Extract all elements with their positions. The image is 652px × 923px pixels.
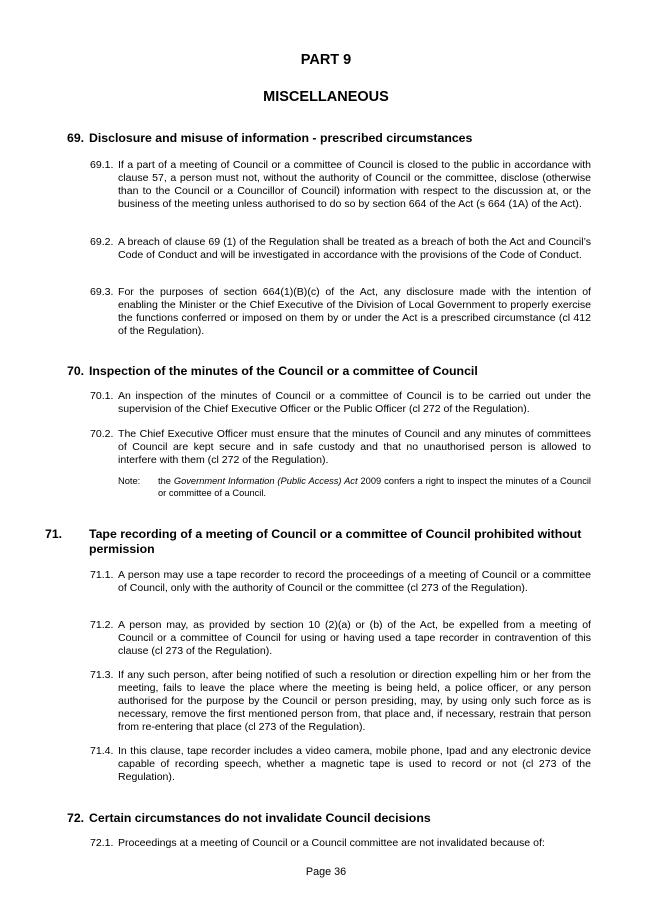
clause-number: 71. [45,527,63,541]
clause-69-2 [90,236,591,262]
clause-69-1 [90,159,591,211]
item-text: If any such person, after being notified of such a resolution or direction expelling him or her from the meeting, fails to leave the place where the meeting is being held, a police officer, or any person authorised for the purpose by the Council or person presiding, may, by using only such force as is necessary, remove the first mentioned person from, that place and, if necessary, restrain that person from re-entering that place (cl 273 of the Regulation). [118,669,591,734]
clause-71-3 [90,669,591,734]
item-text: If a part of a meeting of Council or a committee of Council is closed to the public in accordance with clause 57, a person must not, without the authority of Council or the committee, disclose (otherwise than to the Council or a Councillor of Council) information with respect to the discussion at, or the business of the meeting unless authorised to do so by section 664 of the Act (s 664 (1A) of the Act). [118,159,591,211]
item-number: 72.1. [90,837,114,849]
item-number: 69.3. [90,286,114,298]
note-prefix: the [158,476,174,486]
clause-72-heading [67,811,594,826]
clause-71-heading [45,527,616,556]
clause-70-heading [67,364,594,379]
clause-number: 70. [67,364,85,378]
clause-69-3 [90,286,591,338]
clause-heading-text: Tape recording of a meeting of Council or a committee of Council prohibited without permission [89,527,582,556]
item-number: 71.4. [90,745,114,757]
clause-heading-text: Inspection of the minutes of the Council or a committee of Council [89,364,478,378]
clause-70-note [118,476,591,499]
item-number: 71.3. [90,669,114,681]
clause-70-2 [90,428,591,467]
item-number: 70.2. [90,428,114,440]
clause-71-2 [90,619,591,658]
item-number: 69.2. [90,236,114,248]
clause-71-4 [90,745,591,784]
item-number: 71.2. [90,619,114,631]
clause-70-1 [90,390,591,416]
page-number: Page 36 [305,866,347,878]
clause-heading-text: Disclosure and misuse of information - prescribed circumstances [89,131,473,145]
item-text: A person may, as provided by section 10 (2)(a) or (b) of the Act, be expelled from a meeting of Council or a committee of Council for using or having used a tape recorder in contravention of this clause (cl 273 of the Regulation). [118,619,591,658]
item-number: 71.1. [90,569,114,581]
clause-72-1 [90,837,591,850]
item-text: An inspection of the minutes of Council or a committee of Council is to be carried out under the supervision of the Chief Executive Officer or the Public Officer (cl 272 of the Regulation). [118,390,591,416]
clause-69-heading [67,131,594,146]
part-title: PART 9 [300,52,352,68]
item-number: 69.1. [90,159,114,171]
clause-71-1 [90,569,591,595]
item-number: 70.1. [90,390,114,402]
note-text [158,476,591,499]
item-text: A person may use a tape recorder to record the proceedings of a meeting of Council or a committee of Council, only with the authority of Council or the committee (cl 273 of the Regulation). [118,569,591,595]
item-text: Proceedings at a meeting of Council or a Council committee are not invalidated because of: [118,837,545,849]
note-suffix: 2009 confers a right to inspect the minutes of a Council or committee of a Council. [158,476,591,498]
item-text: In this clause, tape recorder includes a video camera, mobile phone, Ipad and any electronic device capable of recording speech, whether a magnetic tape is used to record or not (cl 273 of the Regulation). [118,745,591,784]
clause-number: 72. [67,811,85,825]
item-text: A breach of clause 69 (1) of the Regulation shall be treated as a breach of both the Act and Council’s Code of Conduct and will be investigated in accordance with the provisions of the Code of Conduct. [118,236,591,262]
item-text: The Chief Executive Officer must ensure that the minutes of Council and any minutes of committees of Council are kept secure and in safe custody and that no unauthorised person is allowed to interfere with them (cl 272 of the Regulation). [118,428,591,467]
act-title: Government Information (Public Access) Act [173,476,358,486]
item-text: For the purposes of section 664(1)(B)(c) of the Act, any disclosure made with the intention of enabling the Minister or the Chief Executive of the Division of Local Government to properly exercise the functions conferred or imposed on them by or under the Act is a prescribed circumstance (cl 412 of the Regulation). [118,286,591,338]
section-title: MISCELLANEOUS [263,89,389,105]
note-label: Note: [118,476,141,486]
clause-number: 69. [67,131,85,145]
clause-heading-text: Certain circumstances do not invalidate Council decisions [89,811,431,825]
